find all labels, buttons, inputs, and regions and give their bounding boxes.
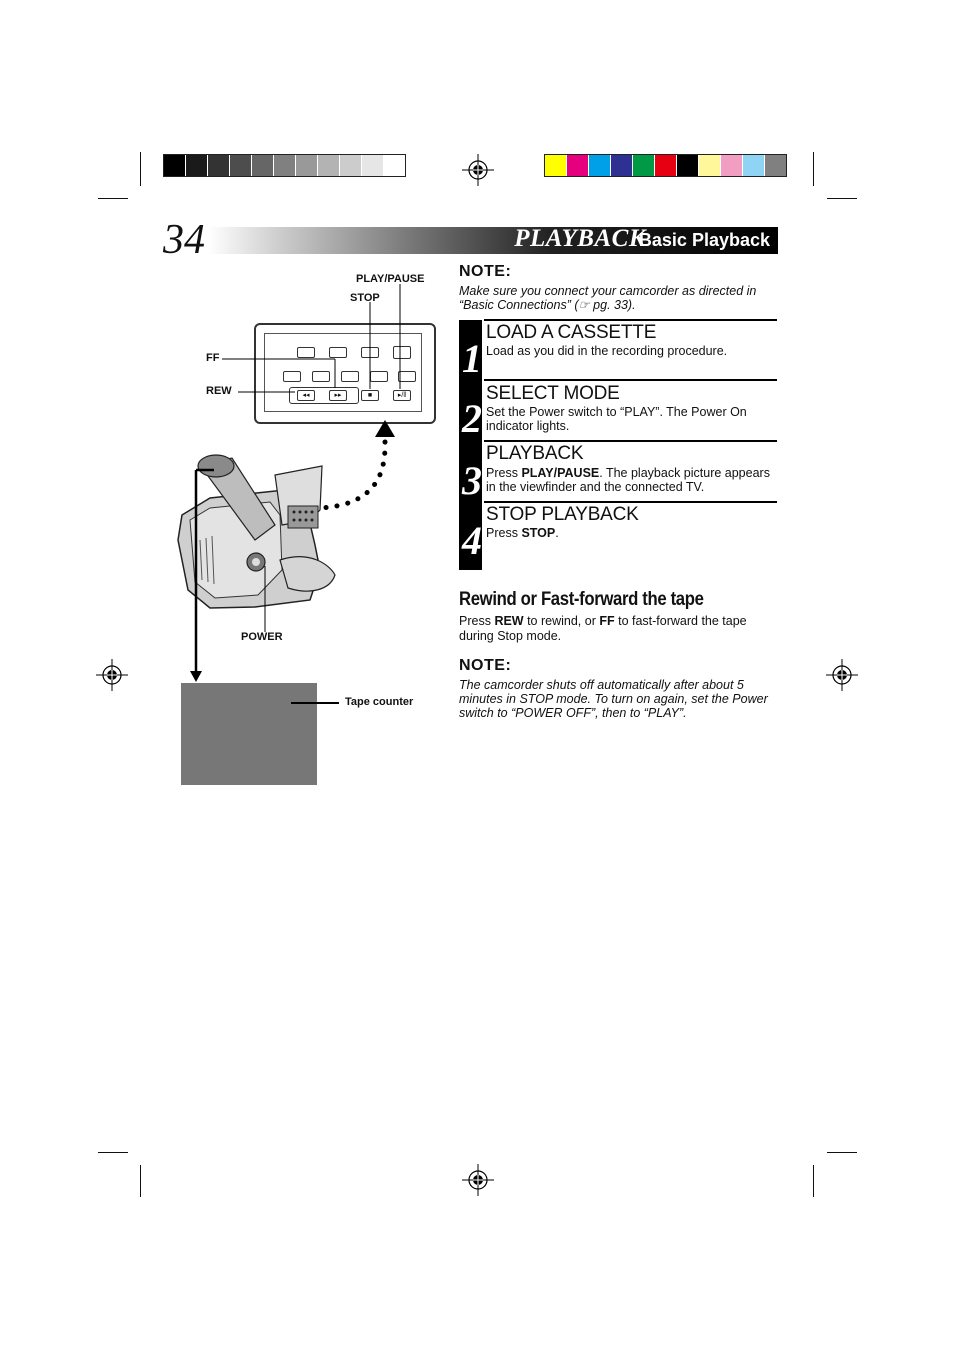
power-label: POWER [241,631,283,643]
rewind-text [459,614,759,644]
calibration-swatch [589,155,611,176]
step-title: PLAYBACK [486,443,584,464]
play-pause-button[interactable]: ▸/‖ [393,390,411,401]
step-body-key: PLAY/PAUSE [521,466,600,480]
calibration-swatch [340,155,362,176]
step-divider [484,379,777,381]
calibration-swatch [743,155,765,176]
rew-label: REW [206,385,232,397]
step-number: 1 [462,336,482,381]
section-title: PLAYBACK [514,225,646,252]
page-number: 34 [163,217,205,263]
registration-mark-icon [462,154,494,186]
note-text: Make sure you connect your camcorder as directed in “Basic Connections” (☞ pg. 33). [459,284,757,312]
calibration-swatch [274,155,296,176]
note-text: The camcorder shuts off automatically after about 5 minutes in STOP mode. To turn on again, set the Power switch to “POWER OFF”, then to “PLAY”. [459,678,768,720]
stop-label: STOP [350,292,380,304]
registration-mark-icon [826,659,858,691]
rewind-text-part: Press [459,614,495,628]
calibration-swatch [611,155,633,176]
rewind-text-part: to fast-forward the tape during Stop mode. [459,614,747,643]
rew-button[interactable]: ◂◂ [297,390,315,401]
step-body: Set the Power switch to “PLAY”. The Power On indicator lights. [486,405,747,433]
calibration-swatch [384,155,405,176]
step-divider [484,501,777,503]
calibration-swatch [186,155,208,176]
registration-mark-icon [96,659,128,691]
calibration-swatch [699,155,721,176]
crop-mark [827,1152,857,1153]
crop-mark [813,1165,814,1197]
calibration-swatch [296,155,318,176]
crop-mark [140,1165,141,1197]
calibration-swatch [318,155,340,176]
calibration-swatch [545,155,567,176]
crop-mark [140,152,141,186]
step-body-text: Press [486,466,522,480]
note-heading: NOTE: [459,263,512,280]
step-divider [484,319,777,321]
stop-button[interactable]: ■ [361,390,379,401]
step-body-text: . [555,526,559,540]
rewind-heading: Rewind or Fast-forward the tape [459,589,704,610]
step-body [486,466,778,494]
tape-counter-leader [291,702,339,704]
camcorder-illustration [170,270,440,690]
rewind-key: REW [494,614,524,628]
crop-mark [98,1152,128,1153]
step-body-key: STOP [521,526,556,540]
step-number: 3 [462,458,482,503]
viewfinder-screen [181,683,317,785]
calibration-swatch [721,155,743,176]
calibration-swatch [655,155,677,176]
ff-button[interactable]: ▸▸ [329,390,347,401]
color-bar [544,154,787,177]
crop-mark [827,198,857,199]
play-pause-label: PLAY/PAUSE [356,273,425,285]
calibration-swatch [252,155,274,176]
calibration-swatch [230,155,252,176]
ff-label: FF [206,352,220,364]
calibration-swatch [362,155,384,176]
calibration-swatch [633,155,655,176]
calibration-swatch [567,155,589,176]
crop-mark [98,198,128,199]
step-title: LOAD A CASSETTE [486,322,657,343]
step-divider [484,440,777,442]
calibration-swatch [765,155,786,176]
section-header-bar [208,227,778,254]
step-body: Load as you did in the recording procedure. [486,344,728,358]
registration-mark-icon [462,1164,494,1196]
calibration-swatch [677,155,699,176]
step-number: 4 [462,518,482,563]
ff-key: FF [599,614,615,628]
crop-mark [813,152,814,186]
section-subtitle: Basic Playback [638,230,770,250]
step-body [486,526,778,540]
step-body-text: Press [486,526,522,540]
step-title: SELECT MODE [486,383,620,404]
rewind-text-part: to rewind, or [523,614,600,628]
note-heading: NOTE: [459,657,512,674]
tape-counter-label: Tape counter [345,696,414,708]
step-body-text: . The playback picture appears in the viewfinder and the connected TV. [486,466,770,494]
step-title: STOP PLAYBACK [486,504,639,525]
calibration-swatch [164,155,186,176]
step-number: 2 [462,396,482,441]
gray-scale-bar [163,154,406,177]
calibration-swatch [208,155,230,176]
